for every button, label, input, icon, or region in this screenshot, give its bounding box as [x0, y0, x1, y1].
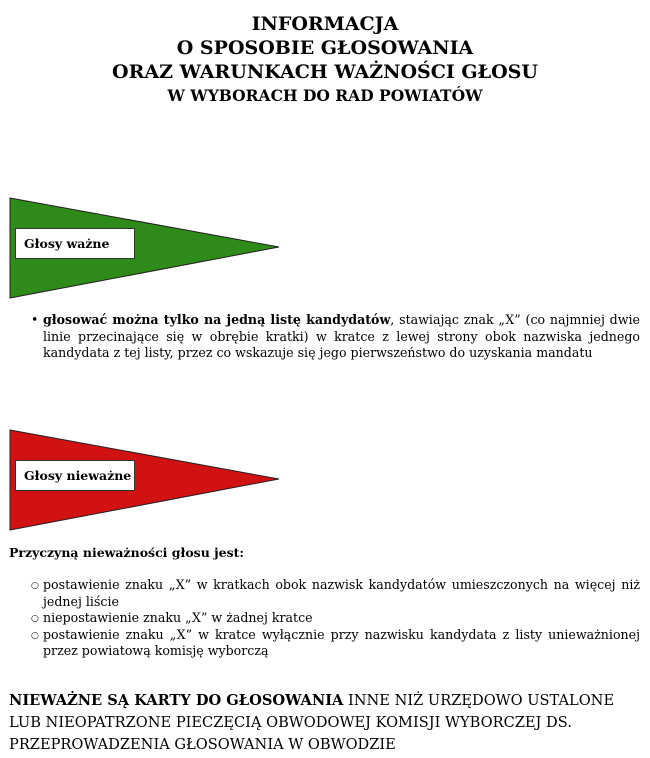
list-item: ○ postawienie znaku „X” w kratkach obok nazwisk kandydatów umieszczonych na więcej niż jednej liście: [9, 577, 640, 610]
list-item: ○ postawienie znaku „X” w kratce wyłącznie przy nazwisku kandydata z listy unieważnionej przez powiatową komisję wyborczą: [9, 627, 640, 660]
title-line-1: INFORMACJA: [251, 13, 399, 35]
invalid-votes-label: Głosy nieważne: [15, 460, 135, 491]
document-title: [0, 12, 650, 108]
valid-votes-label: Głosy ważne: [15, 228, 135, 259]
invalid-reasons-list: [9, 577, 640, 660]
title-line-3: ORAZ WARUNKACH WAŻNOŚCI GŁOSU: [112, 61, 538, 83]
invalid-reason-heading: Przyczyną nieważności głosu jest:: [9, 545, 245, 560]
notice-emphasis: NIEWAŻNE SĄ KARTY DO GŁOSOWANIA: [9, 692, 344, 709]
rule-emphasis: głosować można tylko na jedną listę kandydatów: [43, 312, 391, 327]
list-item: [9, 312, 640, 362]
invalid-votes-pennant: [9, 429, 281, 531]
title-line-2: O SPOSOBIE GŁOSOWANIA: [176, 37, 474, 59]
invalid-ballots-notice: [9, 690, 640, 756]
title-line-4: W WYBORACH DO RAD POWIATÓW: [167, 86, 483, 105]
valid-votes-pennant: [9, 197, 281, 299]
list-item: ○ niepostawienie znaku „X” w żadnej kratce: [9, 610, 640, 627]
rule-text: , stawiając znak „X” (co najmniej dwie linie przecinające się w obrębie kratki) w kratce z lewej strony obok nazwiska jednego kandydata z tej listy, przez co wskazuje się jego pierwszeństwo do uzyskania mandatu: [43, 312, 640, 360]
valid-votes-rules: [9, 312, 640, 362]
notice-text: INNE NIŻ URZĘDOWO USTALONE LUB NIEOPATRZONE PIECZĘCIĄ OBWODOWEJ KOMISJI WYBORCZEJ DS. PRZEPROWADZENIA GŁOSOWANIA W OBWODZIE: [9, 692, 615, 753]
